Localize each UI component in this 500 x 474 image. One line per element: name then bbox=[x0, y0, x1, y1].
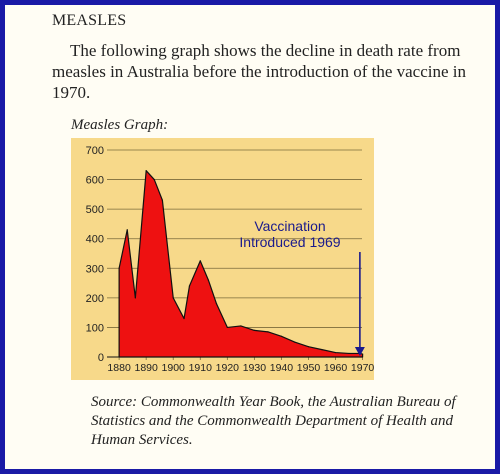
y-tick-label: 500 bbox=[85, 204, 104, 217]
data-point bbox=[335, 352, 336, 353]
data-point bbox=[348, 353, 349, 354]
x-tick-label: 1880 bbox=[107, 362, 131, 374]
measles-chart bbox=[71, 138, 374, 380]
x-tick-label: 1970 bbox=[350, 362, 374, 374]
data-point bbox=[183, 318, 184, 319]
page-heading: MEASLES bbox=[52, 12, 127, 29]
x-tick-label: 1960 bbox=[323, 362, 348, 374]
x-tick-label: 1920 bbox=[215, 362, 240, 374]
intro-paragraph: The following graph shows the decline in death rate from measles in Australia before the introduction of the vaccine in 1970. bbox=[52, 41, 467, 102]
y-tick-label: 200 bbox=[85, 292, 104, 305]
y-tick-label: 100 bbox=[85, 322, 104, 335]
source-note: Source: Commonwealth Year Book, the Australian Bureau of Statistics and the Commonwealth Department of Health and Human Services. bbox=[91, 394, 456, 448]
data-point bbox=[321, 349, 322, 350]
x-tick-label: 1900 bbox=[161, 362, 185, 374]
data-point bbox=[162, 200, 163, 201]
y-tick-label: 400 bbox=[85, 233, 104, 246]
data-point bbox=[146, 170, 147, 171]
data-point bbox=[281, 336, 282, 337]
x-tick-label: 1910 bbox=[188, 362, 212, 374]
x-tick-label: 1950 bbox=[296, 362, 321, 374]
data-point bbox=[294, 342, 295, 343]
data-point bbox=[189, 285, 190, 286]
data-point bbox=[216, 303, 217, 304]
data-point bbox=[200, 260, 201, 261]
data-point bbox=[362, 353, 363, 354]
data-point bbox=[208, 280, 209, 281]
data-point bbox=[135, 297, 136, 298]
data-point bbox=[154, 179, 155, 180]
data-point bbox=[240, 325, 241, 326]
data-point bbox=[127, 229, 128, 230]
graph-title: Measles Graph: bbox=[71, 117, 169, 133]
chart-panel bbox=[71, 138, 374, 380]
y-tick-label: 600 bbox=[85, 174, 104, 187]
y-tick-label: 700 bbox=[85, 145, 104, 157]
data-point bbox=[227, 327, 228, 328]
x-tick-label: 1890 bbox=[134, 362, 158, 374]
data-point bbox=[254, 330, 255, 331]
annotation-line-1: Vaccination bbox=[254, 218, 326, 234]
y-tick-label: 300 bbox=[85, 263, 104, 276]
y-tick-label: 0 bbox=[97, 352, 104, 364]
x-tick-label: 1940 bbox=[269, 362, 294, 374]
data-point bbox=[173, 297, 174, 298]
annotation-line-2: Introduced 1969 bbox=[239, 234, 341, 250]
data-point bbox=[119, 268, 120, 269]
x-tick-label: 1930 bbox=[242, 362, 267, 374]
data-point bbox=[308, 346, 309, 347]
data-point bbox=[267, 331, 268, 332]
